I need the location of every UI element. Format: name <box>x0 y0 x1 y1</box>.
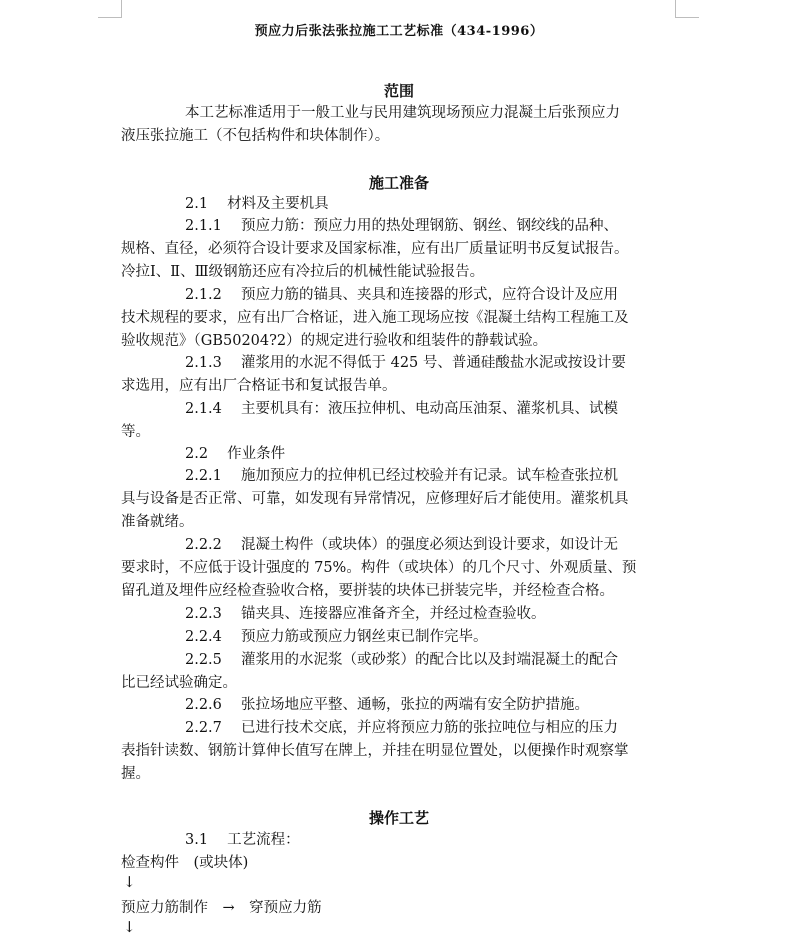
section-heading-prep: 施工准备 <box>368 174 429 192</box>
body-line: 2.2.2 混凝土构件（或块体）的强度必须达到设计要求，如设计无 <box>185 537 619 553</box>
body-line: 规格、直径，必须符合设计要求及国家标准，应有出厂质量证明书反复试报告。 <box>121 241 629 257</box>
body-line: 求选用，应有出厂合格证书和复试报告单。 <box>121 378 397 394</box>
body-line: 准备就绪。 <box>121 514 194 530</box>
body-line: 本工艺标准适用于一般工业与民用建筑现场预应力混凝土后张预应力 <box>185 105 620 121</box>
crop-mark-top-right-h <box>675 17 699 18</box>
subsection-heading: 3.1 工艺流程： <box>185 832 300 848</box>
body-line: 2.2.6 张拉场地应平整、通畅，张拉的两端有安全防护措施。 <box>185 697 590 713</box>
body-line: 2.1.3 灌浆用的水泥不得低于 425 号、普通硅酸盐水泥或按设计要 <box>185 355 626 371</box>
body-line: 2.1.1 预应力筋：预应力用的热处理钢筋、钢丝、钢绞线的品种、 <box>185 218 619 234</box>
flow-step: 预应力筋制作 → 穿预应力筋 <box>121 900 322 916</box>
body-line: 冷拉Ⅰ、Ⅱ、Ⅲ级钢筋还应有冷拉后的机械性能试验报告。 <box>121 264 485 280</box>
body-line: 具与设备是否正常、可靠，如发现有异常情况，应修理好后才能使用。灌浆机具 <box>121 491 629 507</box>
flow-arrow-down: ↓ <box>123 918 136 936</box>
body-line: 2.2.4 预应力筋或预应力钢丝束已制作完毕。 <box>185 629 488 645</box>
crop-mark-top-right-v <box>675 0 676 18</box>
body-line: 2.2.7 已进行技术交底，并应将预应力筋的张拉吨位与相应的压力 <box>185 720 619 736</box>
crop-mark-top-left-v <box>121 0 122 18</box>
subsection-heading: 2.2 作业条件 <box>185 446 286 462</box>
body-line: 技术规程的要求，应有出厂合格证，进入施工现场应按《混凝土结构工程施工及 <box>121 310 629 326</box>
body-line: 验收规范》（GB50204?2）的规定进行验收和组装件的静载试验。 <box>121 333 548 349</box>
body-line: 2.1.2 预应力筋的锚具、夹具和连接器的形式，应符合设计及应用 <box>185 287 619 303</box>
body-line: 等。 <box>121 424 150 440</box>
document-header: 预应力后张法张拉施工工艺标准（434-1996） <box>254 24 544 39</box>
flow-arrow-down: ↓ <box>123 873 136 891</box>
body-line: 比已经试验确定。 <box>121 675 237 691</box>
body-line: 2.2.1 施加预应力的拉伸机已经过校验并有记录。试车检查张拉机 <box>185 468 619 484</box>
body-line: 液压张拉施工（不包括构件和块体制作）。 <box>121 128 390 144</box>
section-heading-scope: 范围 <box>383 82 414 100</box>
body-line: 2.1.4 主要机具有：液压拉伸机、电动高压油泵、灌浆机具、试模 <box>185 401 619 417</box>
crop-mark-top-left-h <box>98 17 122 18</box>
body-line: 留孔道及埋件应经检查验收合格，要拼装的块体已拼装完毕，并经检查合格。 <box>121 583 614 599</box>
subsection-heading: 2.1 材料及主要机具 <box>185 196 329 212</box>
body-line: 要求时，不应低于设计强度的 75%。构件（或块体）的几个尺寸、外观质量、预 <box>121 560 637 576</box>
flow-step: 检查构件 (或块体) <box>121 855 249 871</box>
body-line: 表指针读数、钢筋计算伸长值写在牌上，并挂在明显位置处，以便操作时观察掌 <box>121 743 629 759</box>
body-line: 2.2.3 锚夹具、连接器应准备齐全，并经过检查验收。 <box>185 606 546 622</box>
section-heading-process: 操作工艺 <box>368 809 429 827</box>
body-line: 2.2.5 灌浆用的水泥浆（或砂浆）的配合比以及封端混凝土的配合 <box>185 652 619 668</box>
body-line: 握。 <box>121 766 150 782</box>
